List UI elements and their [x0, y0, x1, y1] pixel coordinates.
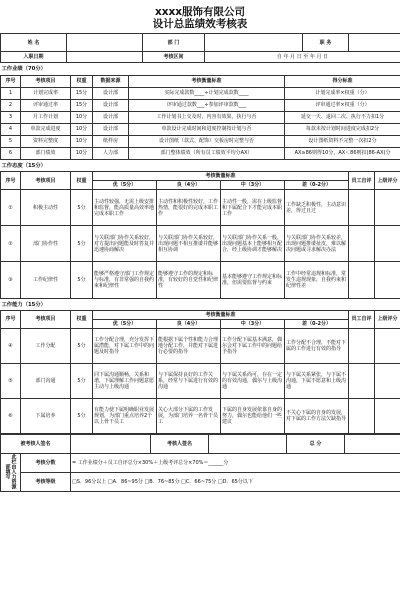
row-standard: 工作计划书上交及时，内容有效果，执行与否 [129, 111, 285, 123]
col-excellent: 优（5分） [93, 319, 157, 328]
table-row [1, 111, 400, 123]
table-row [1, 135, 400, 147]
row-score: 设计图纸资料不完整一次扣2分 [285, 135, 400, 147]
row-no: ① [1, 190, 21, 226]
row-excellent: 有能力使下属明确职业发展规划，为部门重点培养2个以上骨干员工 [93, 399, 157, 434]
row-no: 2 [1, 99, 21, 111]
row-item: 资料完整度 [21, 135, 71, 147]
dept-field[interactable] [205, 34, 303, 52]
row-weight: 15分 [71, 99, 93, 111]
name-label: 姓 名 [1, 34, 67, 52]
row-weight: 5分 [71, 328, 93, 363]
row-good: 能根据下属个性和能力合理地分配工作，并能对下属进行必要的指导 [157, 328, 221, 363]
row-source: 设计部 [93, 99, 129, 111]
row-source: 设计部 [93, 123, 129, 135]
self-score-field[interactable] [349, 399, 375, 434]
row-item: 积极主动性 [21, 190, 71, 226]
supervisor-score-field[interactable] [375, 399, 400, 434]
col-self-score: 员工自评 [349, 172, 375, 190]
row-item: 部门沟通 [21, 364, 71, 399]
col-no: 序号 [1, 75, 21, 87]
row-excellent: 与关联部门协作关系较好，对方提出问题能及时答复并迅速协商解决 [93, 226, 157, 262]
row-weight: 10分 [71, 123, 93, 135]
row-no: ④ [1, 328, 21, 363]
ability-table [0, 299, 400, 435]
table-row [1, 226, 400, 262]
appraisal-form [0, 6, 400, 606]
self-score-field[interactable] [349, 262, 375, 298]
col-no: 序号 [1, 310, 21, 328]
col-item: 考核项目 [21, 75, 71, 87]
row-source: 设计部 [93, 87, 129, 99]
signature-table [0, 434, 400, 491]
examinee-sign-label: 被考核人签名 [1, 435, 71, 453]
row-medium: 下属的自身发展依靠自身的努力，偶尔也能给他们一些建议 [221, 399, 285, 434]
row-excellent: 能够严格遵守部门工作规定与标准，有非常强的自我约束和纪律性 [93, 262, 157, 298]
row-source: 纸样房 [93, 135, 129, 147]
entry-date-label: 入职日期 [1, 52, 67, 63]
row-good: 与下属保持良好的工作关系，经常与下属进行有效的沟通 [157, 364, 221, 399]
supervisor-score-field[interactable] [375, 364, 400, 399]
score-formula[interactable]: = 工作业绩分＋员工自评总分×30%＋上级考评总分×70%＝______分 [71, 453, 400, 472]
row-poor: 不关心下属的自身的发展，对下属的工作方法欠缺指导 [285, 399, 349, 434]
col-no: 序号 [1, 172, 21, 190]
row-no: 6 [1, 147, 21, 159]
row-item: 部门绩效 [21, 147, 71, 159]
row-score: 计划完成率×权重（分） [285, 87, 400, 99]
self-score-field[interactable] [349, 364, 375, 399]
row-poor: 与下属关系紧张，与下属不沟通，下属不愿意和上级沟通 [285, 364, 349, 399]
row-item: 下属培养 [21, 399, 71, 434]
row-standard: 部门整体绩效（所有员工绩效平均分AX） [129, 147, 285, 159]
position-label: 职 务 [303, 34, 349, 52]
supervisor-score-field[interactable] [375, 190, 400, 226]
row-excellent: 主动性较强，无需上级安排和监督，能高质量高效率地完成本职工作 [93, 190, 157, 226]
row-weight: 5分 [71, 226, 93, 262]
col-excellent: 优（5分） [93, 181, 157, 190]
col-supervisor-score: 上级评分 [375, 172, 400, 190]
table-row [1, 123, 400, 135]
section3-title: 工作能力（15分） [1, 299, 400, 311]
col-good: 良（4分） [157, 181, 221, 190]
table-row [1, 399, 400, 434]
row-no: ② [1, 226, 21, 262]
row-poor: 与关联部门协作关系较差，出现问题推诿扯皮，难以解决问题或寻求解决办法 [285, 226, 349, 262]
row-medium: 与关联部门协作关系一般，出现问题基本上能够相互配合，经上级协调才能够解决 [221, 226, 285, 262]
row-weight: 5分 [71, 190, 93, 226]
col-standard: 考核衡量标准 [93, 310, 349, 319]
period-value[interactable]: 自 年 月 日 至 年 月 日 [205, 52, 400, 63]
row-item: 单款完成进度 [21, 123, 71, 135]
section1-title: 工作业绩（70分） [1, 63, 400, 75]
table-row [1, 328, 400, 363]
form-title: 设计总监绩效考核表 [0, 18, 400, 30]
grade-options[interactable]: □S．96分以上 □A．86~95分 □B．76~85分 □C．66~75分 □D．65分以下 [71, 472, 400, 491]
company-name: xxxx服饰有限公司 [0, 6, 400, 18]
row-medium: 基本能够遵守工作规定和标准，但需要监督与约束 [221, 262, 285, 298]
row-weight: 10分 [71, 111, 93, 123]
col-weight: 权重 [71, 75, 93, 87]
row-excellent: 工作分配合理，充分发挥下属潜能，对下属工作中的问题及时指导 [93, 328, 157, 363]
table-row [1, 364, 400, 399]
row-weight: 10分 [71, 147, 93, 159]
col-medium: 中（3分） [221, 181, 285, 190]
table-row [1, 87, 400, 99]
row-weight: 5分 [71, 364, 93, 399]
row-item: 工作纪律性 [21, 262, 71, 298]
row-score: AX≥86则得10分，AX＜86则扣(86-AX)分 [285, 147, 400, 159]
examiner-sign-label: 考核人签名 [151, 435, 209, 453]
col-supervisor-score: 上级评分 [375, 310, 400, 328]
row-no: ⑤ [1, 364, 21, 399]
row-poor: 工作中经常违规和标准，常发生违规现象，自我约束和纪律性差 [285, 262, 349, 298]
col-poor: 差（0-2分） [285, 319, 349, 328]
name-field[interactable] [67, 34, 143, 52]
period-label: 考核区间 [143, 52, 205, 63]
row-item: 月工作计划 [21, 111, 71, 123]
row-good: 主动性和积极性较好，工作热情，能很好的完成本职工作 [157, 190, 221, 226]
row-medium: 与下属关系尚可，存在一定的有效沟通，偶尔与上级沟通 [221, 364, 285, 399]
row-standard: 单款设计完成时间和进度控制按计划与否 [129, 123, 285, 135]
col-self-score: 员工自评 [349, 310, 375, 328]
row-standard: 实际完成款数____÷计划完成款数____ [129, 87, 285, 99]
performance-table [0, 63, 400, 159]
row-poor: 工作缺乏积极性，主动意识差，得过且过 [285, 190, 349, 226]
col-source: 数据来源 [93, 75, 129, 87]
row-item: 评审通过率 [21, 99, 71, 111]
row-medium: 工作分配下属基本满意，偶尔会对下属工作中的问题给予指导 [221, 328, 285, 363]
row-poor: 工作分配不合理，不能对下属的工作进行有效的指导 [285, 328, 349, 363]
row-good: 与关联部门协作关系较好，出现问题不相互推诿并能够相互协调 [157, 226, 221, 262]
examinee-sign-field[interactable] [71, 435, 151, 453]
row-good: 能够遵守工作的规定和标准，有较好的自觉性和纪律性 [157, 262, 221, 298]
row-no: 3 [1, 111, 21, 123]
row-medium: 主动性一般，需在上级监督和下属配合下才能完成本职工作 [221, 190, 285, 226]
position-field[interactable] [349, 34, 400, 52]
total-label: 总 分 [287, 435, 345, 453]
row-standard: 设计图纸（款式、配饰）交板房时完整与否 [129, 135, 285, 147]
row-no: ③ [1, 262, 21, 298]
table-row [1, 190, 400, 226]
col-poor: 差（0-2分） [285, 181, 349, 190]
row-weight: 15分 [71, 87, 93, 99]
row-good: 关心大部分下属的工作发展，为部门培养一名骨干员工 [157, 399, 221, 434]
col-standard: 考核衡量标准 [93, 172, 349, 181]
row-no: 4 [1, 123, 21, 135]
self-score-field[interactable] [349, 190, 375, 226]
hr-side-label [1, 453, 21, 491]
entry-date-field[interactable] [67, 52, 143, 63]
row-item: 工作分配 [21, 328, 71, 363]
row-excellent: 同下属沟通顺畅，关系和谐，下属理解工作问题意愿主动与上级沟通 [93, 364, 157, 399]
supervisor-score-field[interactable] [375, 328, 400, 363]
row-no: 1 [1, 87, 21, 99]
grade-label: 考核等级 [21, 472, 71, 491]
examiner-sign-field[interactable] [209, 435, 287, 453]
table-row [1, 147, 400, 159]
supervisor-score-field[interactable] [375, 262, 400, 298]
col-item: 考核项目 [21, 172, 71, 190]
col-standard: 考核衡量标准 [129, 75, 285, 87]
row-item: 部门协作性 [21, 226, 71, 262]
row-weight: 10分 [71, 135, 93, 147]
row-item: 计划完成率 [21, 87, 71, 99]
hr-side-text: 此栏由人力资源部填写 [5, 453, 17, 489]
row-no: ⑥ [1, 399, 21, 434]
table-row [1, 99, 400, 111]
col-medium: 中（3分） [221, 319, 285, 328]
row-weight: 5分 [71, 262, 93, 298]
col-item: 考核项目 [21, 310, 71, 328]
row-score: 延交一天、退回二次、执行不力扣1分 [285, 111, 400, 123]
score-label: 考核分数 [21, 453, 71, 472]
col-weight: 权重 [71, 172, 93, 190]
row-source: 人力部 [93, 147, 129, 159]
self-score-field[interactable] [349, 328, 375, 363]
info-table [0, 33, 400, 63]
row-standard: 评审通过款数___÷参加评审款数___ [129, 99, 285, 111]
col-score: 得分标准 [285, 75, 400, 87]
row-source: 设计部 [93, 111, 129, 123]
dept-label: 部 门 [143, 34, 205, 52]
attitude-table [0, 160, 400, 299]
supervisor-score-field[interactable] [375, 226, 400, 262]
col-good: 良（4分） [157, 319, 221, 328]
table-row [1, 262, 400, 298]
self-score-field[interactable] [349, 226, 375, 262]
row-weight: 5分 [71, 399, 93, 434]
col-weight: 权重 [71, 310, 93, 328]
row-score: 评审通过率×权重（分） [285, 99, 400, 111]
row-score: 每款未按计划时间进度完成扣2分 [285, 123, 400, 135]
total-field[interactable] [345, 435, 400, 453]
section2-title: 工作态度（15分） [1, 160, 400, 172]
row-no: 5 [1, 135, 21, 147]
